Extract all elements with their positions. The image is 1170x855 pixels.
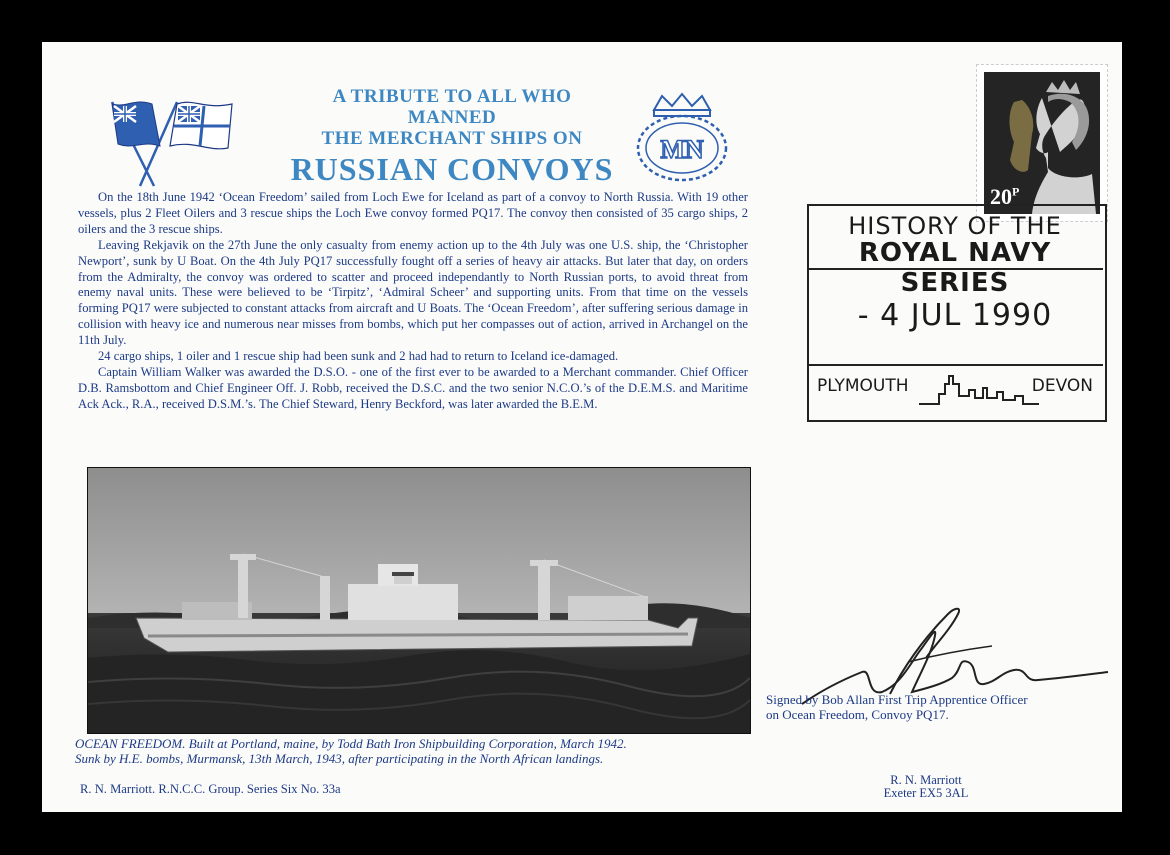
stamp-design (984, 72, 1100, 214)
postmark-county: DEVON (1031, 376, 1093, 396)
crossed-ensigns-icon (82, 94, 242, 189)
paragraph-2: Leaving Rekjavik on the 27th June the only casualty from enemy action up to the 4th July was one U.S. ship, the ‘Christopher Newport’, sunk by U Boat. On the 4th July PQ17 successfully fought off a series of heavy air attacks. But later that day, on orders from the Admiralty, the convoy was ordered to scatter and proceed independantly to North Russian ports, to avoid threat from enemy naval units. These were believed to be ‘Tirpitz’, ‘Admiral Scheer’ and supporting units. From that time on the vessels forming PQ17 were subjected to constant attacks from aircraft and U Boats. The ‘Ocean Freedom’, after suffering serious damage in collision with heavy ice and numerous near misses from bombs, which put her compasses out of action, arrived in Archangel on the 11th July. (78, 237, 748, 348)
history-text (78, 190, 748, 413)
skyline-icon (919, 370, 1039, 406)
postmark-divider (807, 268, 1103, 270)
merchant-navy-crest-icon (632, 92, 732, 184)
postmark-line-1: HISTORY OF THE (848, 212, 1062, 240)
ship-photograph (87, 467, 751, 734)
photo-caption (75, 736, 765, 766)
postmark-line-2: ROYAL NAVY SERIES (858, 238, 1052, 298)
signature-note (766, 692, 1096, 722)
postmark-date: - 4 JUL 1990 (857, 298, 1053, 333)
paragraph-1: On the 18th June 1942 ‘Ocean Freedom’ sailed from Loch Ewe for Iceland as part of a convoy to North Russia. With 19 other vessels, plus 2 Fleet Oilers and 3 rescue ships the Loch Ewe convoy formed PQ17. The convoy then consisted of 35 cargo ships, 2 oilers and the 3 rescue ships. (78, 190, 748, 236)
crest-monogram: MN (660, 135, 704, 164)
caption-line-2: Sunk by H.E. bombs, Murmansk, 13th March, 1943, after participating in the North African landings. (75, 751, 604, 766)
postmark-town: PLYMOUTH (817, 376, 909, 396)
title-line-1: A TRIBUTE TO ALL WHO MANNED (332, 86, 572, 128)
stamp-value-number: 20 (990, 184, 1012, 209)
publisher-town: Exeter EX5 3AL (883, 786, 969, 800)
stamp-value-unit: P (1012, 184, 1020, 199)
postmark-cancellation (807, 204, 1105, 420)
signature-line-1: Signed by Bob Allan First Trip Apprentice Officer (766, 692, 1028, 707)
cover-envelope (42, 42, 1122, 812)
tribute-title (287, 86, 617, 187)
postmark-divider (807, 364, 1103, 366)
publisher-address (856, 774, 996, 800)
caption-line-1: OCEAN FREEDOM. Built at Portland, maine, by Todd Bath Iron Shipbuilding Corporation, March 1942. (75, 736, 627, 751)
paragraph-3: 24 cargo ships, 1 oiler and 1 rescue ship had been sunk and 2 had had to return to Iceland ice-damaged. (98, 349, 619, 364)
title-line-3: RUSSIAN CONVOYS (290, 151, 614, 187)
postage-stamp (976, 64, 1108, 222)
signature-line-2: on Ocean Freedom, Convoy PQ17. (766, 707, 949, 722)
publisher-name: R. N. Marriott (890, 773, 962, 787)
paragraph-4: Captain William Walker was awarded the D.S.O. - one of the first ever to be awarded to a Merchant commander. Chief Officer D.B. Ramsbottom and Chief Engineer Off. J. Robb, received the D.S.C. and the two senior N.C.O.’s of the D.E.M.S. and Maritime Ack Ack., R.A., received D.S.M.’s. The Chief Steward, Henry Beckford, was later awarded the B.E.M. (78, 364, 748, 411)
series-number: R. N. Marriott. R.N.C.C. Group. Series Six No. 33a (80, 782, 341, 796)
cargo-ship-image (88, 468, 750, 733)
title-line-2: THE MERCHANT SHIPS ON (321, 128, 583, 149)
